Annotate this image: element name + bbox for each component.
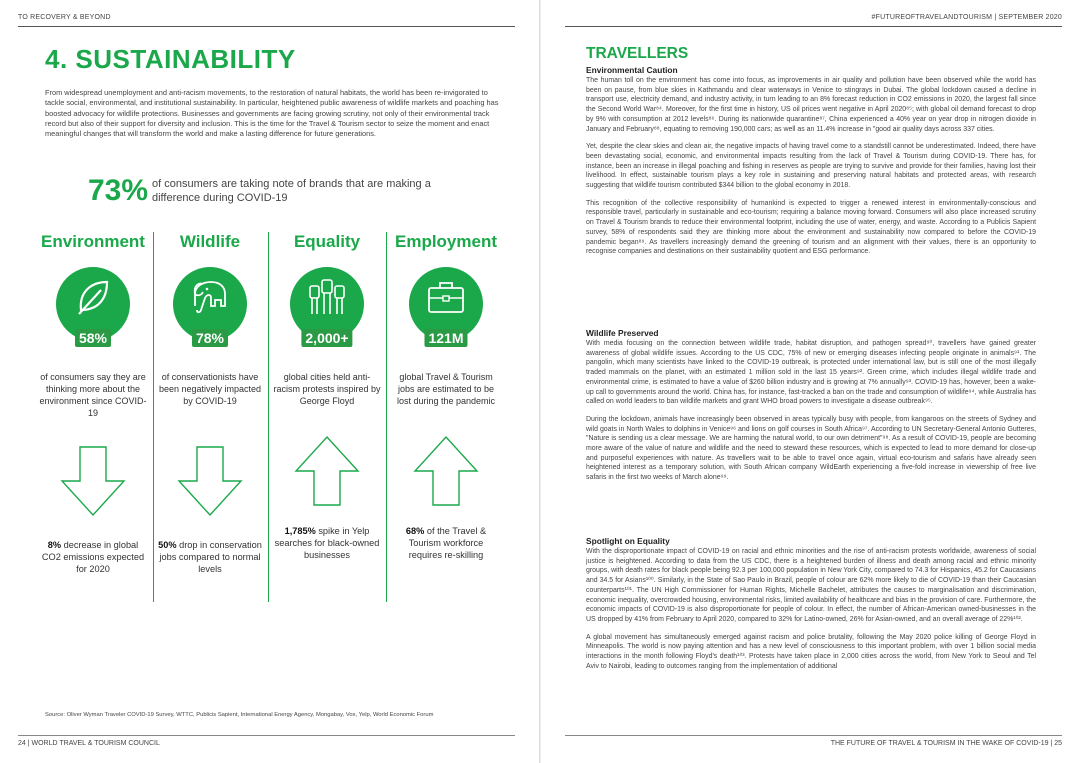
left-page-footer: 24 | WORLD TRAVEL & TOURISM COUNCIL [18,740,160,747]
column-equality [272,232,382,561]
section-spotlight-on-equality [586,536,1036,671]
body-paragraph: During the lockdown, animals have increasingly been observed in areas typically busy with people, from kangaroos on the streets of Sydney and wild goats in North Wales to dolphins in Venice⁹⁶ and lions on golf courses in South Africa⁹⁷. According to UN Secretary-General Antonio Gutteres, "Nature is sending us a clear message. We are harming the natural world, to our own detriment"⁹⁸. As a result of COVID-19, people are becoming more aware of the value of nature and wildlife and the need to steward these resources, which is expected to lead to more demand for close-up and purposeful experiences with nature. As travellers wait to be able to travel once again, virtual eco-tourism and safaris have already seen heightened interest as a temporary solution, with South African company WildEarth experiencing a five-fold increase in viewership of free live safaris in the first two weeks of March alone⁹⁹. [586,415,1036,482]
intro-paragraph: From widespread unemployment and anti-racism movements, to the restoration of natural habitats, the world has been re-invigorated to tackle social, environmental, and institutional sustainability. In particular, heightened public awareness of wildlife markets and poaching has boosted advocacy for wildlife protections. Businesses and governments are facing growing scrutiny, not only of their environmental track record but also of their support for diversity and inclusion. This is the time for the Travel & Tourism sector to seize the moment and enact meaningful changes that will transform the world and make a lasting difference for future generations. [45,88,499,139]
up-arrow-icon [292,433,362,507]
right-header-rule [565,26,1062,27]
body-paragraph: The human toll on the environment has come into focus, as improvements in air quality and pollution have been observed while the world has been on pause, from blue skies in Kathmandu and clear waterways in Venice to stingrays in Dubai. The global lockdown caused a decline in transport use, electricity demand, and industry activity, in turn leading to an 8% forecast reduction in CO2 emissions in 2020, the largest fall since the Second World War⁸⁴. Moreover, for the first time in history, US oil prices went negative in April 2020⁸⁵; with global oil demand forecast to drop by 9% with consumption at 2012 levels⁸⁶. During its nationwide quarantine⁸⁷, China experienced a 40% year on year drop in nitrogen dioxide in January and February⁸⁸, equating to removing 190,000 cars; as well as an 11.4% increase in "good air quality days across 337 cities. [586,77,1036,133]
leaf-icon [73,276,113,318]
body-paragraph: A global movement has simultaneously emerged against racism and police brutality, following the May 2020 police killing of George Floyd in Minneapolis. The world is now paying attention and has a new level of consciousness to this important problem, with over 1 billion social media interactions in the month following Floyd's death¹⁰³. Protests have taken place in 2,000 cities across the world, from New York to Seoul and Tel Aviv to Nairobi, leading to outcomes ranging from the implementation of additional [586,633,1036,670]
right-footer-rule [565,735,1062,736]
stat-value: 2,000+ [301,329,352,347]
raised-fists-icon [306,276,348,318]
source-note: Source: Oliver Wyman Traveler COVID-19 Survey, WTTC, Publicis Sapient, International Energy Agency, Mongabay, Vox, Yelp, World Economic Forum [45,712,434,718]
stat-footnote: 1,785% spike in Yelp searches for black-owned businesses [274,526,380,560]
stat-footnote: 68% of the Travel & Tourism workforce requires re-skilling [405,526,487,560]
elephant-icon [189,276,231,318]
stat-description: of consumers say they are thinking more about the environment since COVID-19 [39,372,147,418]
page-gutter [539,0,541,763]
section-heading: Environmental Caution [586,65,678,75]
big-stat-text: of consumers are taking note of brands that are making a difference during COVID-19 [152,178,431,204]
stat-circle [173,267,247,346]
right-page-footer: THE FUTURE OF TRAVEL & TOURISM IN THE WAKE OF COVID-19 | 25 [830,740,1062,747]
column-wildlife [155,232,265,575]
stat-description: global Travel & Tourism jobs are estimated to be lost during the pandemic [396,372,496,406]
stat-footnote: 8% decrease in global CO2 emissions expected for 2020 [41,540,145,574]
stat-value: 121M [424,329,467,347]
briefcase-icon [425,276,467,318]
body-paragraph: Yet, despite the clear skies and clean air, the negative impacts of having travel come to a standstill cannot be underestimated. Indeed, there have been devastating social, economic, and environmental impacts resulting from the lack of Travel & Tourism during COVID-19. There has, for instance, been an increase in illegal poaching and fishing in reserves as people are trying to survive and provide for their families, having lost their livelihood. In effect, sustainable tourism plays a key role in sustaining and preserving natural habitats and protected areas, with research suggesting that wildlife tourism contributed $344 billion to the global economy in 2018. [586,143,1036,190]
column-heading: Wildlife [179,232,241,251]
stat-value: 78% [192,329,228,347]
stat-circle [409,267,483,346]
section-heading: Wildlife Preserved [586,328,659,338]
section-title: TRAVELLERS [586,45,689,62]
section-heading: Spotlight on Equality [586,536,670,546]
body-paragraph: This recognition of the collective responsibility of humankind is expected to trigger a renewed interest in environmentally-conscious and responsible travel, particularly in sustainable and eco-tourism; requiring a balance moving forward. Consumers will also place increased scrutiny on Travel & Tourism brands to reduce their environmental footprint, including the use of water, energy, and waste. According to a Publicis Sapient survey, 58% of respondents said they are thinking more about the environment and sustainability now compared to before the COVID-19 pandemic began⁸⁹. As travellers increasingly demand the greening of tourism and an alignment with their values, there is an opportunity to recognise companies and destinations on their sustainability quotient and ESG performance. [586,199,1036,256]
page-title: 4. SUSTAINABILITY [45,44,296,74]
section-environmental-caution [586,65,1036,257]
column-heading: Environment [41,232,145,251]
left-running-header: TO RECOVERY & BEYOND [18,14,111,21]
up-arrow-icon [411,433,481,507]
stat-description: of conservationists have been negatively impacted by COVID-19 [158,372,262,406]
down-arrow-icon [175,445,245,519]
left-footer-rule [18,735,515,736]
column-divider [268,232,269,602]
stat-value: 58% [75,329,111,347]
big-stat-value: 73% [88,174,149,207]
column-heading: Employment [394,232,498,251]
left-header-rule [18,26,515,27]
right-running-header: #FUTUREOFTRAVELANDTOURISM | SEPTEMBER 2020 [871,14,1062,21]
column-environment [38,232,148,575]
column-divider [153,232,154,602]
stat-circle [290,267,364,346]
column-employment [391,232,501,561]
section-wildlife-preserved [586,328,1036,483]
stat-description: global cities held anti-racism protests inspired by George Floyd [273,372,381,406]
stat-footnote: 50% drop in conservation jobs compared to normal levels [158,540,262,574]
down-arrow-icon [58,445,128,519]
body-paragraph: With the disproportionate impact of COVID-19 on racial and ethnic minorities and the rise of anti-racism protests worldwide, awareness of social justice is heightened. According to data from the US CDC, there is a heightened burden of illness and death among racial and ethnic minority groups, with death rates for black people being 92.3 per 100,000 population in New York City, compared to 74.3 for Hispanics, 45.2 for Caucasians and 34.5 for Asians¹⁰⁰. Similarly, in the State of Sao Paulo in Brazil, people of colour are 62% more likely to die of COVID-19 than their Caucasian counterparts¹⁰¹. The UN High Commissioner for Human Rights, Michelle Bachelet, attributes the causes to marginalisation and discrimination, economic inequality, overcrowded housing, environmental risks, limited availability of healthcare and bias in the provision of care. Furthermore, the economic impacts of COVID-19 is also disproportionate for people of colour. In effect, the number of African-American owned-businesses in the US dropped by 41% from February to April 2020, compared to 32% for Latino-owned, 26% for Asian-owned, and an overall average of 22%¹⁰². [586,548,1036,623]
column-heading: Equality [293,232,361,251]
column-divider [386,232,387,602]
stat-circle [56,267,130,346]
body-paragraph: With media focusing on the connection between wildlife trade, habitat disruption, and pathogen spread⁹⁰, travellers have gained greater awareness of global wildlife issues. According to the US CDC, 75% of new or emerging diseases infecting people originate in animals⁹¹. The pangolin, which many scientists have linked to the COVID-19 outbreak, is protected under international law, but is still one of the most illegally traded mammals on the planet, with an estimated 1 million sold in the last 15 years⁹². Green crime, which includes illegal wildlife trade and environmental crime, is estimated to have a value of $260 billion industry and is growing at 7% annually⁹³. COVID-19 has, however, been a wake-up call to governments around the world. China has, for instance, fast-tracked a ban on the trade and consumption of wildlife⁹⁴, while Australia has called on world leaders to ban wildlife markets and grant WHO broad powers to investigate a disease outbreak⁹⁵. [586,340,1036,406]
